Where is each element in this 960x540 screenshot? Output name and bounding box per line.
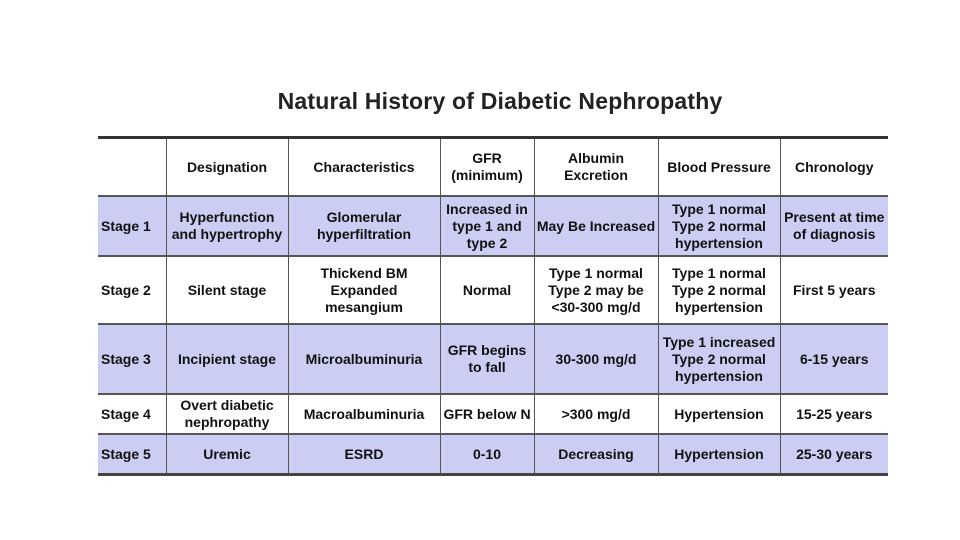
- gfr-cell: GFR below N: [440, 394, 534, 434]
- chronology-cell: Present at time of diagnosis: [780, 196, 888, 256]
- header-designation: Designation: [166, 138, 288, 197]
- gfr-cell: 0-10: [440, 434, 534, 475]
- table-row: [98, 196, 888, 256]
- blood-pressure-cell: Type 1 normal Type 2 normal hypertension: [658, 256, 780, 324]
- chronology-cell: 6-15 years: [780, 324, 888, 394]
- table-row: [98, 394, 888, 434]
- header-gfr: GFR (minimum): [440, 138, 534, 197]
- header-albumin: Albumin Excretion: [534, 138, 658, 197]
- gfr-cell: Normal: [440, 256, 534, 324]
- page-title: Natural History of Diabetic Nephropathy: [277, 88, 723, 114]
- designation-cell: Incipient stage: [166, 324, 288, 394]
- blood-pressure-cell: Type 1 normal Type 2 normal hypertension: [658, 196, 780, 256]
- characteristics-cell: Glomerular hyperfiltration: [288, 196, 440, 256]
- albumin-cell: Decreasing: [534, 434, 658, 475]
- designation-cell: Silent stage: [166, 256, 288, 324]
- stage-cell: Stage 2: [98, 256, 166, 324]
- stage-cell: Stage 1: [98, 196, 166, 256]
- stage-cell: Stage 3: [98, 324, 166, 394]
- gfr-cell: GFR begins to fall: [440, 324, 534, 394]
- header-stage: [98, 138, 166, 197]
- table-row: [98, 434, 888, 475]
- stage-cell: Stage 4: [98, 394, 166, 434]
- characteristics-cell: Macroalbuminuria: [288, 394, 440, 434]
- designation-cell: Overt diabetic nephropathy: [166, 394, 288, 434]
- nephropathy-table: [98, 136, 888, 476]
- chronology-cell: 15-25 years: [780, 394, 888, 434]
- header-characteristics: Characteristics: [288, 138, 440, 197]
- chronology-cell: 25-30 years: [780, 434, 888, 475]
- albumin-cell: >300 mg/d: [534, 394, 658, 434]
- characteristics-cell: Microalbuminuria: [288, 324, 440, 394]
- chronology-cell: First 5 years: [780, 256, 888, 324]
- blood-pressure-cell: Type 1 increased Type 2 normal hypertension: [658, 324, 780, 394]
- albumin-cell: Type 1 normal Type 2 may be <30-300 mg/d: [534, 256, 658, 324]
- header-chronology: Chronology: [780, 138, 888, 197]
- gfr-cell: Increased in type 1 and type 2: [440, 196, 534, 256]
- table-row: [98, 256, 888, 324]
- blood-pressure-cell: Hypertension: [658, 394, 780, 434]
- characteristics-cell: ESRD: [288, 434, 440, 475]
- header-blood-pressure: Blood Pressure: [658, 138, 780, 197]
- characteristics-cell: Thickend BM Expanded mesangium: [288, 256, 440, 324]
- table-row: [98, 324, 888, 394]
- stage-cell: Stage 5: [98, 434, 166, 475]
- header-row: [98, 138, 888, 197]
- albumin-cell: May Be Increased: [534, 196, 658, 256]
- albumin-cell: 30-300 mg/d: [534, 324, 658, 394]
- designation-cell: Uremic: [166, 434, 288, 475]
- designation-cell: Hyperfunction and hypertrophy: [166, 196, 288, 256]
- blood-pressure-cell: Hypertension: [658, 434, 780, 475]
